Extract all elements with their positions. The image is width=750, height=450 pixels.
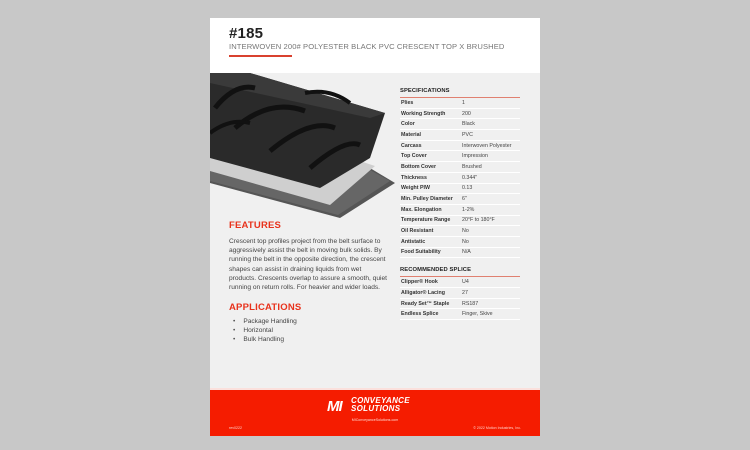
spec-row: Working Strength 200 [400,109,520,120]
spec-row: Material PVC [400,130,520,141]
application-item: • Bulk Handling [233,335,284,343]
splice-section [400,267,520,320]
splice-row: Clipper® Hook U4 [400,277,520,288]
application-item: • Horizontal [233,326,273,334]
splice-row: Alligator® Lacing 27 [400,288,520,299]
copyright-text: © 2022 Motion Industries, Inc. [473,426,521,430]
spec-row: Bottom Cover Brushed [400,162,520,173]
features-heading: FEATURES [229,220,282,231]
sheet-header [210,18,540,73]
bullet-icon: • [233,318,236,326]
website-link[interactable]: MIConveyanceSolutions.com [351,418,399,422]
left-column [229,220,389,344]
splice-row: Endless Splice Finger, Skive [400,309,520,320]
spec-row: Color Black [400,119,520,130]
title-underline [229,55,292,57]
spec-row: Antistatic No [400,237,520,248]
spec-row: Temperature Range 20°F to 180°F [400,216,520,227]
mi-logo-mark: MI [327,398,342,415]
spec-row: Top Cover Impression [400,151,520,162]
spec-row: Food Suitability N/A [400,248,520,259]
product-number: #185 [229,25,264,42]
conveyor-belt-illustration [210,73,395,218]
logo-wordmark: CONVEYANCE SOLUTIONS [351,396,410,413]
bullet-icon: • [233,335,236,343]
specifications-heading: SPECIFICATIONS [400,88,520,98]
spec-row: Thickness 0.344" [400,173,520,184]
applications-list [229,318,389,344]
product-title: INTERWOVEN 200# POLYESTER BLACK PVC CRESCENT TOP X BRUSHED [229,42,505,51]
right-column [400,88,520,320]
belt-product-image [210,73,395,218]
application-item: • Package Handling [233,318,297,326]
splice-heading: RECOMMENDED SPLICE [400,267,520,277]
spec-row: Min. Pulley Diameter 6" [400,194,520,205]
spec-row: Weight PIW 0.13 [400,184,520,195]
revision-code: rev0222 [229,426,242,430]
spec-row: Oil Resistant No [400,226,520,237]
specifications-table [400,98,520,258]
spec-row: Carcass Interwoven Polyester [400,141,520,152]
features-text: Crescent top profiles project from the belt surface to aggressively assist the belt in moving bulk solids. By running the belt in the opposite direction, the crescent shapes can assist in draining liquids from wet products. Crescents overlap to assure a smooth, quiet running on return rolls. For heavier and wider loads. [229,238,387,292]
footer-bar [210,388,540,436]
product-sheet-page [210,18,540,436]
spec-row: Plies 1 [400,98,520,109]
spec-row: Max. Elongation 1-2% [400,205,520,216]
applications-heading: APPLICATIONS [229,302,302,314]
bullet-icon: • [233,326,236,334]
conveyance-solutions-logo [327,396,427,420]
splice-row: Ready Set™ Staple RS187 [400,299,520,310]
